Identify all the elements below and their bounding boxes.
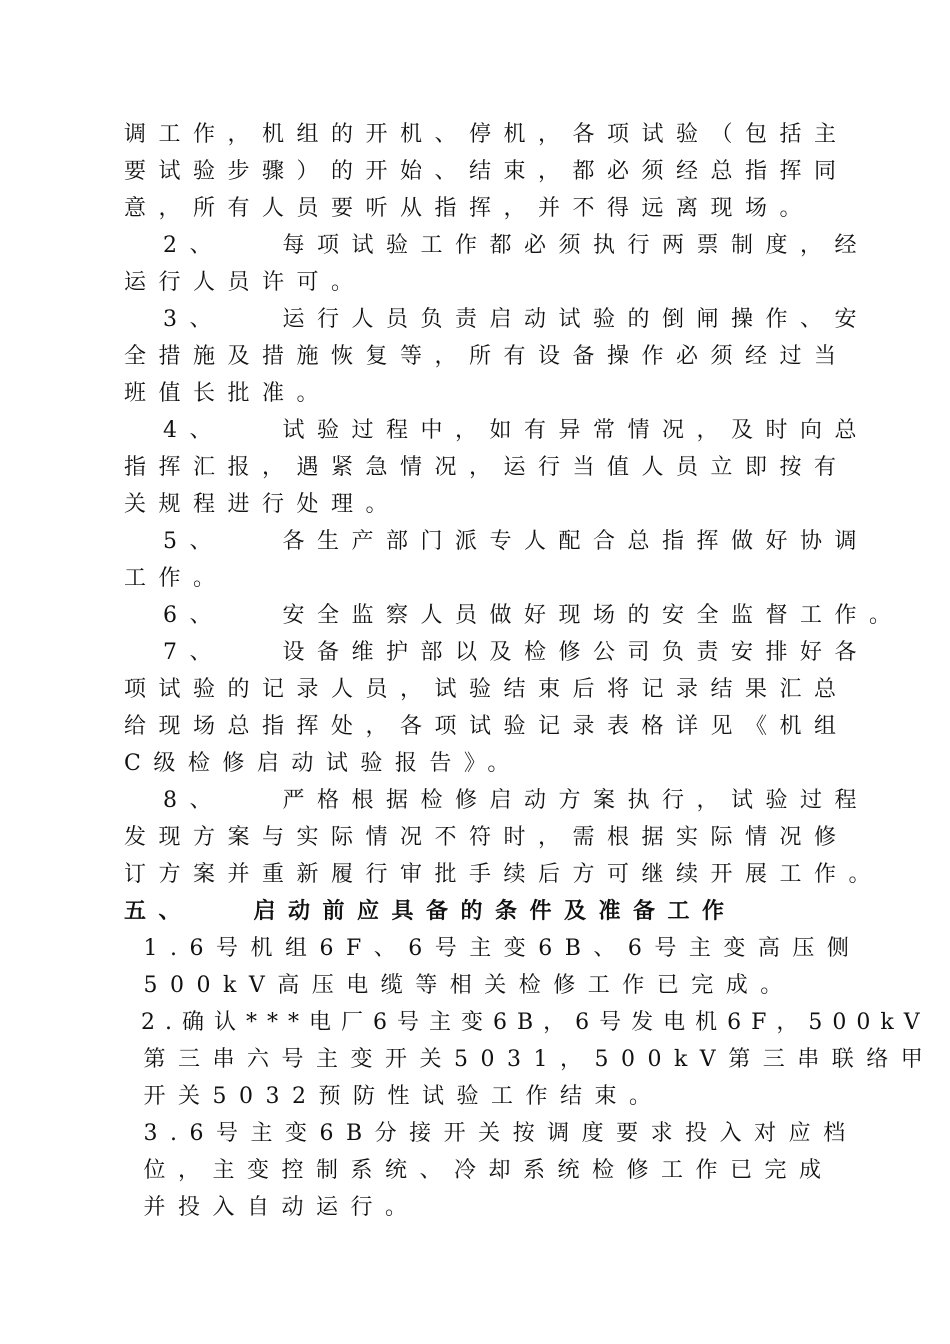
text-line: 全措施及措施恢复等，所有设备操作必须经过当 (124, 344, 849, 369)
text-line: 调工作，机组的开机、停机，各项试验（包括主 (124, 122, 849, 147)
text-line: 订方案并重新履行审批手续后方可继续开展工作。 (124, 862, 884, 887)
text-line: 开关5032预防性试验工作结束。 (124, 1084, 664, 1109)
text-line: 1.6号机组6F、6号主变6B、6号主变高压侧 (124, 936, 862, 961)
text-line: 意，所有人员要听从指挥，并不得远离现场。 (124, 196, 815, 221)
text-line: 6、 安全监察人员做好现场的安全监督工作。 (124, 603, 904, 628)
text-line: 2、 每项试验工作都必须执行两票制度，经 (124, 233, 869, 258)
text-line: 工作。 (124, 566, 228, 591)
text-line: 3、 运行人员负责启动试验的倒闸操作、安 (124, 307, 869, 332)
text-line: 8、 严格根据检修启动方案执行，试验过程 (124, 788, 869, 813)
text-line: 班值长批准。 (124, 381, 332, 406)
text-line: 发现方案与实际情况不符时，需根据实际情况修 (124, 825, 849, 850)
text-line: 位，主变控制系统、冷却系统检修工作已完成 (124, 1158, 834, 1183)
text-line: 7、 设备维护部以及检修公司负责安排好各 (124, 640, 869, 665)
text-line: 项试验的记录人员，试验结束后将记录结果汇总 (124, 677, 849, 702)
text-line: 500kV高压电缆等相关检修工作已完成。 (124, 973, 795, 998)
text-line: 5、 各生产部门派专人配合总指挥做好协调 (124, 529, 869, 554)
text-line: 给现场总指挥处，各项试验记录表格详见《机组 (124, 714, 849, 739)
text-line: 2.确认***电厂6号主变6B，6号发电机6F，500kV (124, 1010, 930, 1035)
text-line: 3.6号主变6B分接开关按调度要求投入对应档 (124, 1121, 858, 1146)
section-heading: 五、 启动前应具备的条件及准备工作 (124, 899, 737, 924)
text-line: 指挥汇报，遇紧急情况，运行当值人员立即按有 (124, 455, 849, 480)
text-line: 并投入自动运行。 (124, 1195, 420, 1220)
text-line: C级检修启动试验报告》。 (124, 751, 522, 776)
text-line: 4、 试验过程中，如有异常情况，及时向总 (124, 418, 869, 443)
text-line: 第三串六号主变开关5031，500kV第三串联络甲 (124, 1047, 936, 1072)
text-line: 运行人员许可。 (124, 270, 366, 295)
text-line: 关规程进行处理。 (124, 492, 401, 517)
text-line: 要试验步骤）的开始、结束，都必须经总指挥同 (124, 159, 849, 184)
